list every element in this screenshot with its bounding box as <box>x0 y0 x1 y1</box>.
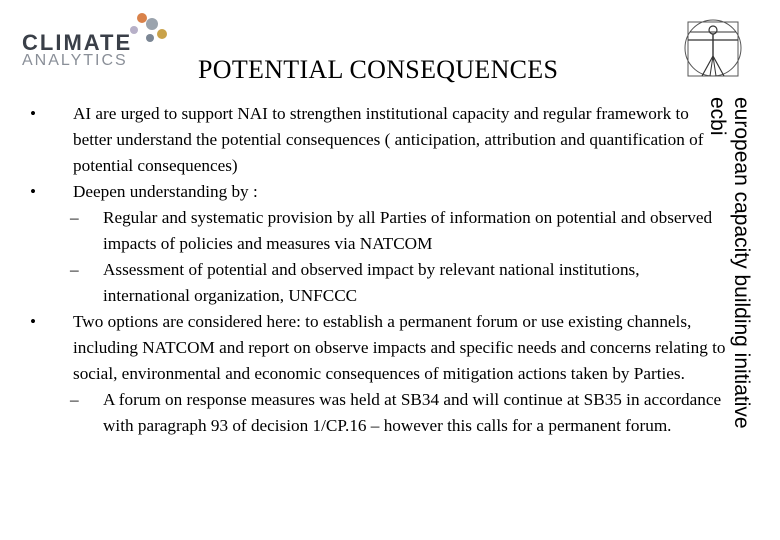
bullet-item <box>30 309 730 387</box>
sub-bullet-item <box>30 387 730 439</box>
side-label-line2: ecbi <box>706 97 729 136</box>
bullet-marker: • <box>30 182 37 201</box>
logo-text-climate: CLIMATE <box>22 30 133 55</box>
sub-bullet-text: A forum on response measures was held at SB34 and will continue at SB35 in accordance with paragraph 93 of decision 1/CP.16 – however this calls for a permanent forum. <box>103 390 722 435</box>
bullet-text: Two options are considered here: to establish a permanent forum or use existing channels, including NATCOM and report on observe impacts and specific needs and concerns relating to social, environmental and economic consequences of mitigation actions taken by Parties. <box>73 312 726 383</box>
bullet-marker: • <box>30 312 37 331</box>
sub-bullet-text: Regular and systematic provision by all Parties of information on potential and observed impacts of policies and measures via NATCOM <box>103 208 713 253</box>
sub-bullet-item <box>30 257 730 309</box>
vitruvian-man-icon <box>680 14 746 84</box>
bullet-text: Deepen understanding by : <box>73 182 258 201</box>
bullet-text: AI are urged to support NAI to strengthen institutional capacity and regular framework to better understand the potential consequences ( anticipation, attribution and quantification of potential consequences) <box>73 104 704 175</box>
side-label-line1: european capacity building initiative <box>730 97 753 429</box>
bullet-marker: • <box>30 104 37 123</box>
sub-bullet-item <box>30 205 730 257</box>
bullet-item <box>30 101 730 179</box>
logo-text-analytics: ANALYTICS <box>22 52 128 69</box>
slide-body <box>30 101 730 439</box>
slide-title: POTENTIAL CONSEQUENCES <box>198 55 559 84</box>
dash-marker: – <box>70 208 79 227</box>
climate-analytics-logo <box>18 12 168 72</box>
dash-marker: – <box>70 260 79 279</box>
sub-bullet-text: Assessment of potential and observed impact by relevant national institutions, international organization, UNFCCC <box>103 260 640 305</box>
bullet-item <box>30 179 730 205</box>
dash-marker: – <box>70 390 79 409</box>
